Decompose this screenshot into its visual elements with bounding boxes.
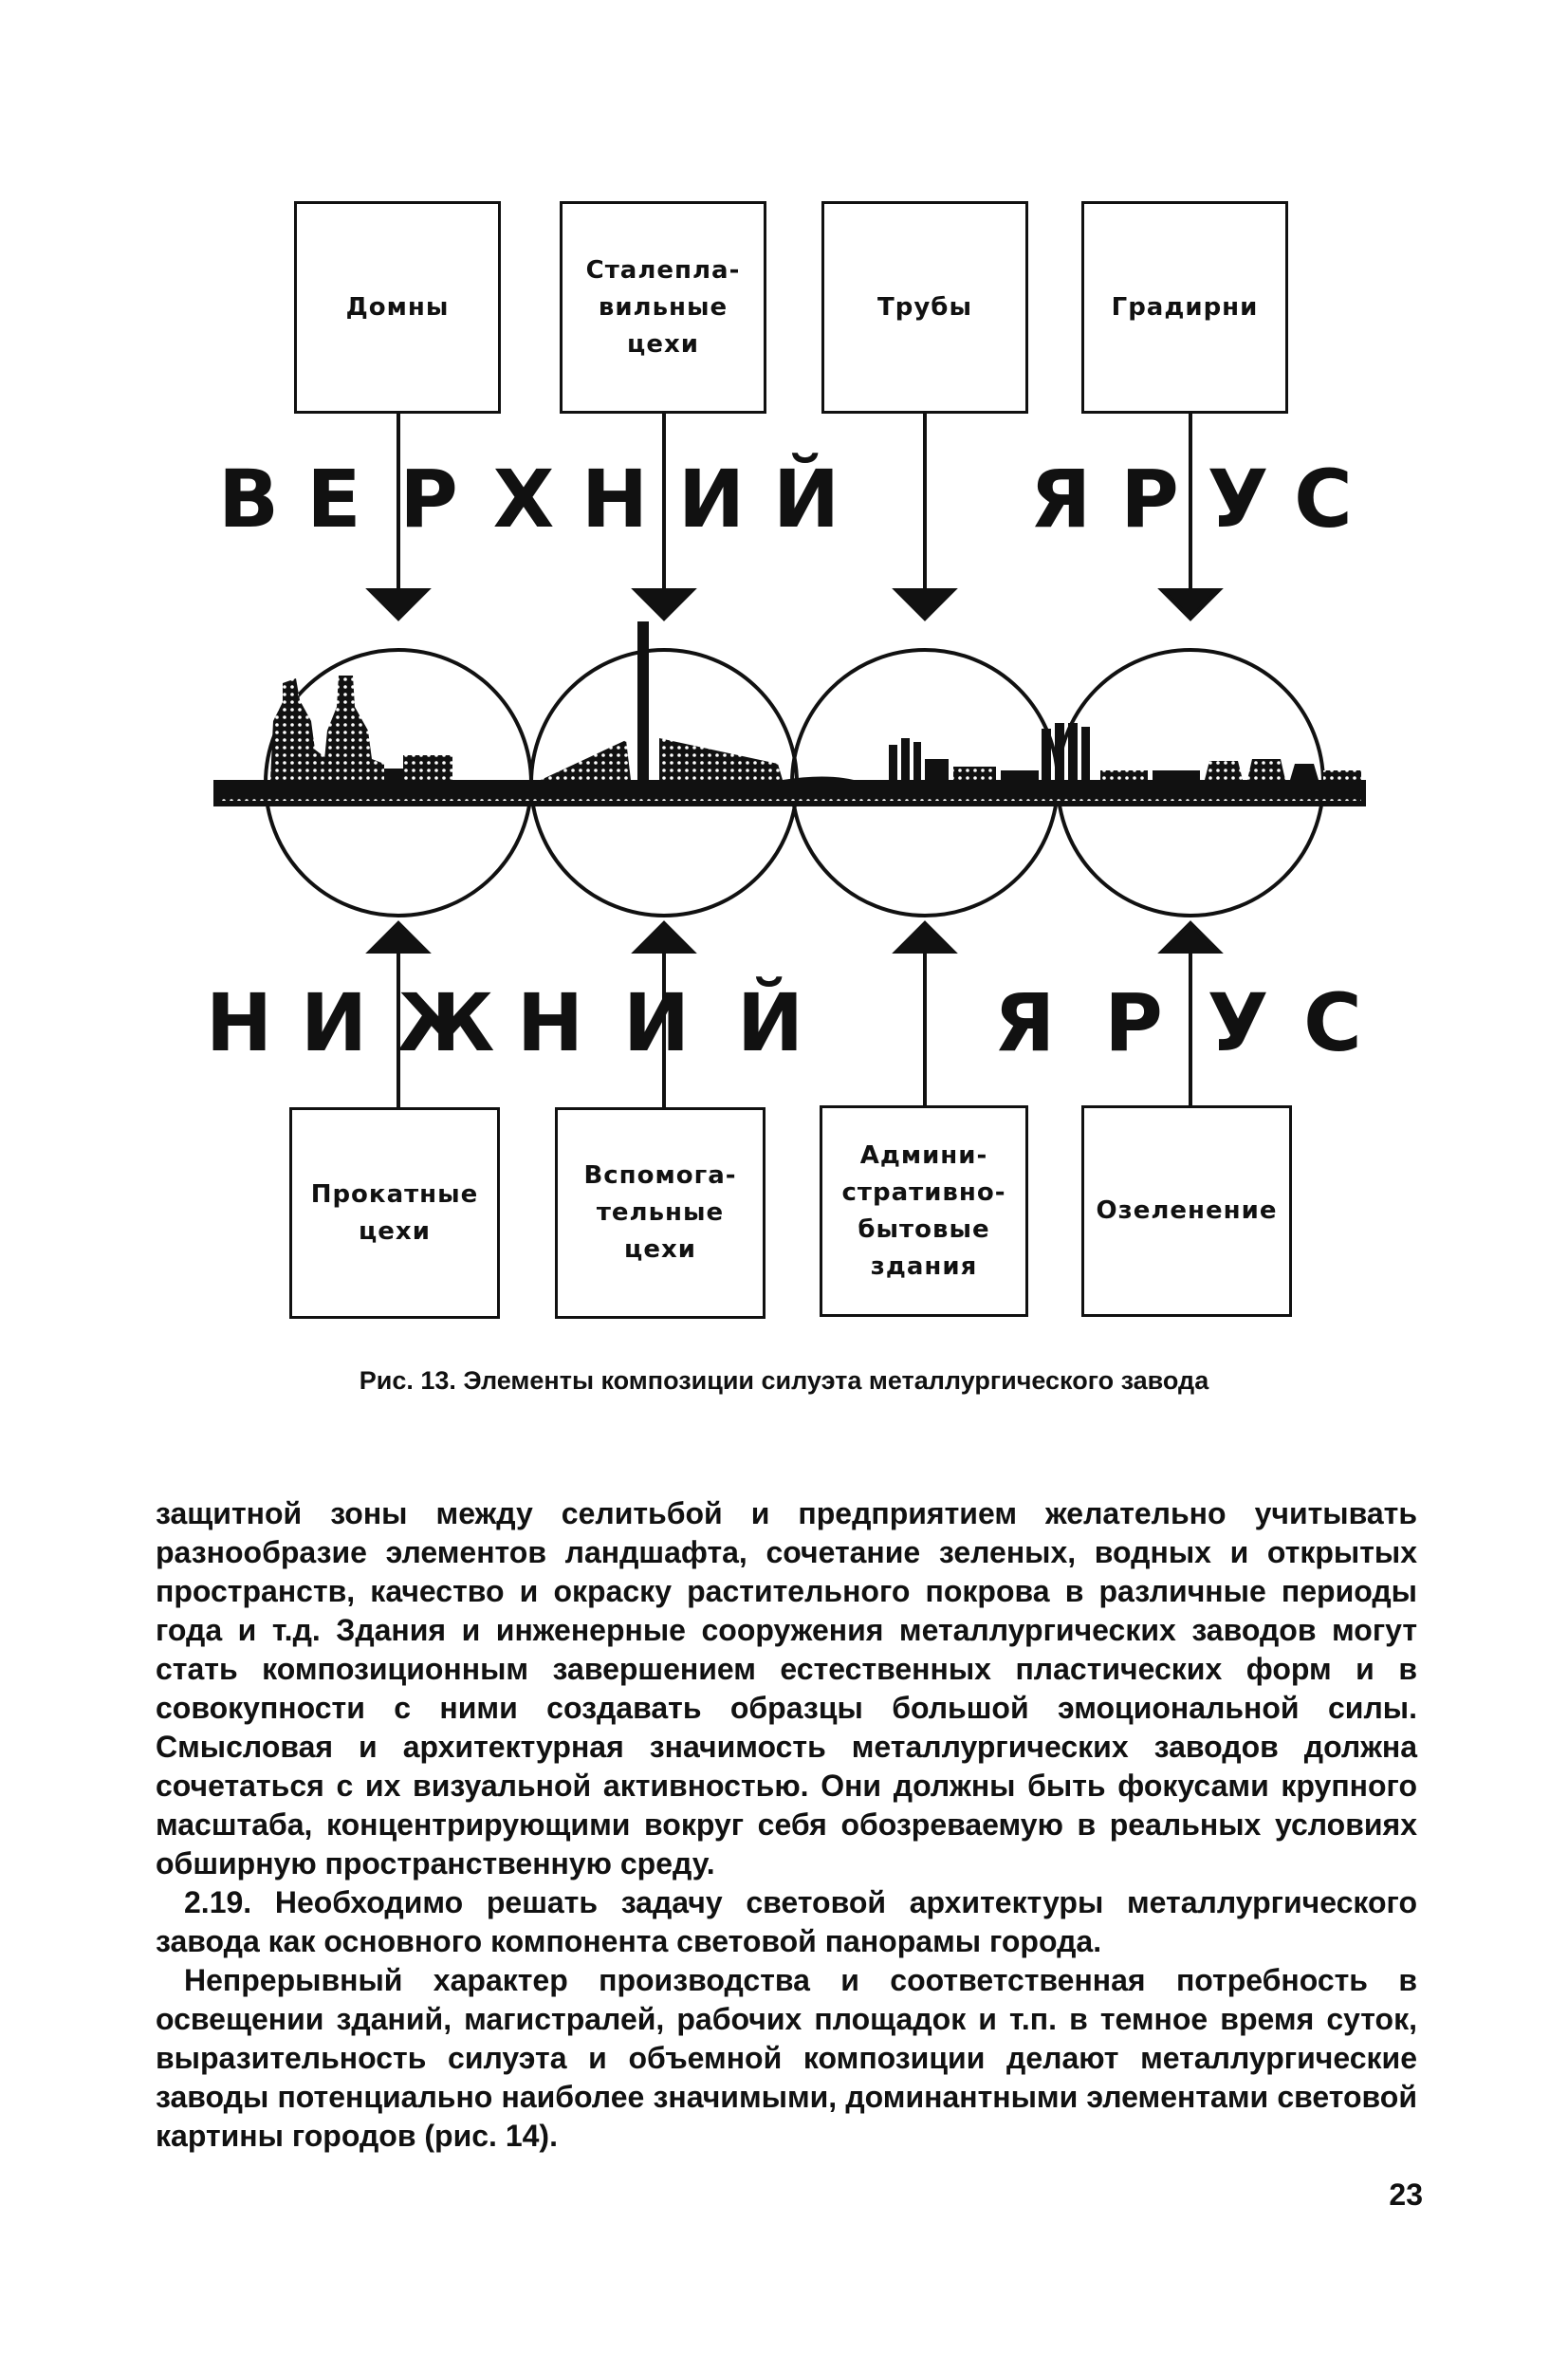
page-number: 23 [1389,2177,1423,2212]
lower-tier-label: Н И Ж Н И Й Я Р У С [205,976,1362,1069]
paragraph-3: Непрерывный характер производства и соответственная потребность в освещении зданий, магистралей, рабочих площадок и т.п. в темное время суток, выразительность силуэта и объемной композиции делают металлургические заводы потенциально наиболее значимыми, доминантными элементами световой картины городов (рис. 14). [156,1963,1417,2153]
box-administrative-buildings: Админи- стративно- бытовые здания [820,1105,1028,1317]
upper-tier-label: В Е Р Х Н И Й Я Р У С [217,453,1353,546]
pipes-silhouette [889,738,1039,780]
steel-shops-silhouette [541,621,854,780]
paragraph-2: 2.19. Необходимо решать задачу световой архитектуры металлургического завода как основного компонента световой панорамы города. [156,1885,1417,1958]
box-landscaping: Озеленение [1081,1105,1292,1317]
body-text [156,1494,1417,2156]
box-auxiliary-shops: Вспомога- тельные цехи [555,1107,766,1319]
box-blast-furnaces: Домны [294,201,501,414]
box-cooling-towers: Градирни [1081,201,1288,414]
figure-caption: Рис. 13. Элементы композиции силуэта металлургического завода [359,1366,1209,1395]
blast-furnaces-silhouette [270,676,452,780]
paragraph-1: защитной зоны между селитьбой и предприятием желательно учитывать разнообразие элементов ландшафта, сочетание зеленых, водных и открытых пространств, качество и окраску растительного покрова в различные периоды года и т.д. Здания и инженерные сооружения металлургических заводов могут стать композиционным завершением естественных пластических форм и в совокупности с ними создавать образцы большой эмоциональной силы. Смысловая и архитектурная значимость металлургических заводов должна сочетаться с их визуальной активностью. Они должны быть фокусами крупного масштаба, концентрирующими вокруг себя обозреваемую в реальных условиях обширную пространственную среду. [156,1496,1417,1881]
ground-line [213,780,1366,806]
box-rolling-shops: Прокатные цехи [289,1107,500,1319]
box-steel-shops: Сталепла- вильные цехи [560,201,766,414]
box-pipes: Трубы [821,201,1028,414]
